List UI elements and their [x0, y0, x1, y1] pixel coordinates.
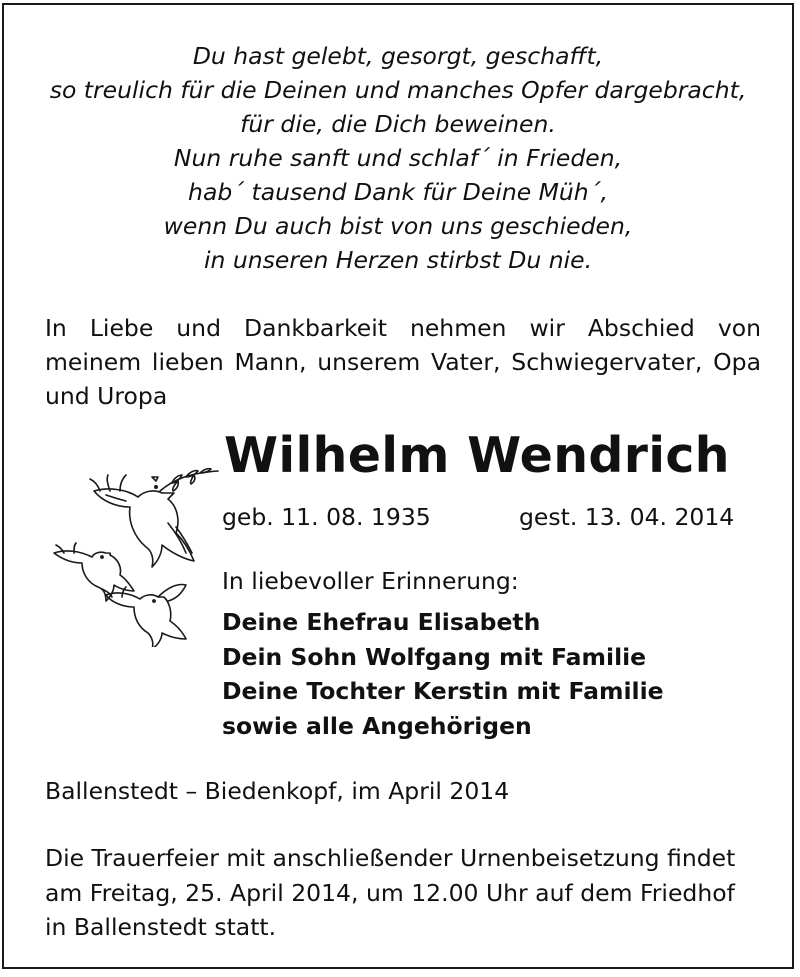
mourner: Dein Sohn Wolfgang mit Familie — [222, 642, 647, 671]
intro-line: und Uropa — [45, 382, 168, 410]
funeral-line: am Freitag, 25. April 2014, um 12.00 Uhr auf dem Friedhof — [45, 878, 735, 907]
doves-with-olive-branch-icon — [48, 467, 224, 647]
obituary-notice — [2, 3, 794, 969]
mourner: Deine Tochter Kerstin mit Familie — [222, 677, 664, 705]
poem-line: wenn Du auch bist von uns geschieden, — [163, 212, 633, 240]
intro-line: In Liebe und Dankbarkeit nehmen wir Abschied von — [45, 314, 761, 342]
memory-label: In liebevoller Erinnerung: — [222, 567, 519, 595]
poem-line: so treulich für die Deinen und manches Opfer dargebracht, — [49, 76, 747, 104]
mourner: sowie alle Angehörigen — [222, 711, 532, 740]
intro-line: meinem lieben Mann, unserem Vater, Schwiegervater, Opa — [45, 348, 761, 376]
funeral-line: Die Trauerfeier mit anschließender Urnenbeisetzung findet — [45, 844, 736, 872]
deceased-name: Wilhelm Wendrich — [224, 427, 730, 484]
funeral-line: in Ballenstedt statt. — [45, 913, 277, 941]
place-date: Ballenstedt – Biedenkopf, im April 2014 — [45, 777, 510, 805]
death-date: gest. 13. 04. 2014 — [519, 503, 735, 531]
poem-line: Du hast gelebt, gesorgt, geschafft, — [192, 42, 604, 70]
intro-text — [45, 311, 761, 413]
birth-date: geb. 11. 08. 1935 — [222, 503, 431, 531]
poem-line: in unseren Herzen stirbst Du nie. — [203, 246, 593, 274]
poem-line: für die, die Dich beweinen. — [240, 110, 556, 138]
mourner: Deine Ehefrau Elisabeth — [222, 608, 541, 636]
funeral-info — [45, 841, 761, 945]
poem-line: hab´ tausend Dank für Deine Müh´, — [188, 178, 608, 206]
poem-line: Nun ruhe sanft und schlaf´ in Frieden, — [173, 144, 623, 172]
poem — [4, 39, 792, 277]
mourners-list — [222, 605, 664, 743]
